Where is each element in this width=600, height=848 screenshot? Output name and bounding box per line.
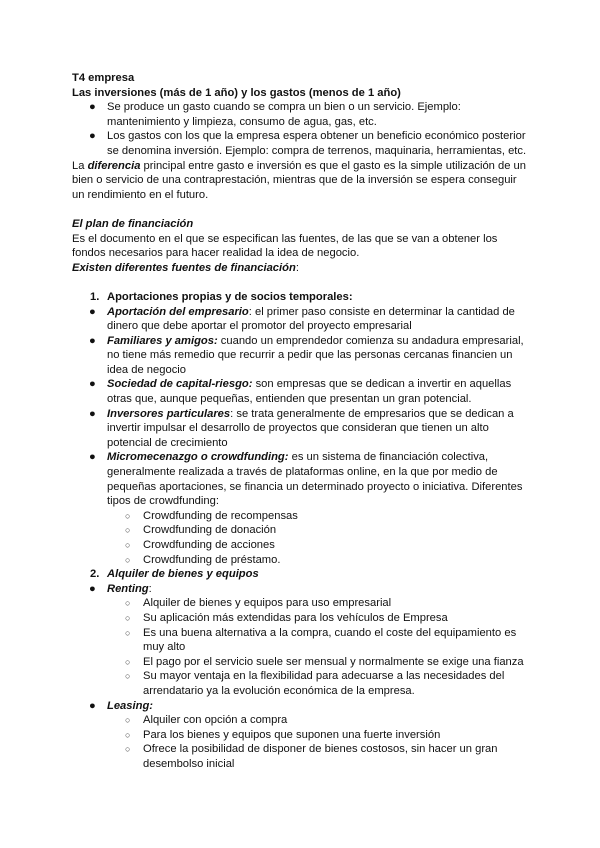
text: La: [72, 159, 88, 172]
term: Inversores particulares: [107, 407, 231, 420]
text: Es una buena alternativa a la compra, cuando el coste del equipamiento es muy alto: [143, 626, 517, 654]
bullet-icon: ●: [89, 378, 96, 391]
sub-list-item: [72, 728, 532, 743]
text: : el primer paso consiste en determinar la cantidad de dinero que debe aportar el promotor del proyecto empresarial: [107, 305, 515, 333]
section-heading-plan: El plan de financiación: [72, 217, 194, 230]
sub-list-item: [72, 523, 532, 538]
text: :: [295, 261, 299, 274]
circle-bullet-icon: ○: [125, 525, 131, 536]
list-item: [72, 305, 532, 334]
term: Familiares y amigos:: [107, 334, 218, 347]
text: Su mayor ventaja en la flexibilidad para adecuarse a las necesidades del arrendatario ya la evolución económica de la empresa.: [143, 670, 505, 697]
list-item: [72, 377, 532, 406]
circle-bullet-icon: ○: [125, 627, 131, 638]
text: Alquiler de bienes y equipos para uso empresarial: [143, 597, 392, 610]
circle-bullet-icon: ○: [125, 656, 131, 667]
plan-paragraph: Es el documento en el que se especifican las fuentes, de las que se van a obtener los fondos necesarios para hacer realidad la idea de negocio.: [72, 232, 498, 260]
sub-list-item: [72, 626, 532, 655]
term: Micromecenazgo o crowdfunding:: [107, 451, 289, 464]
text: Alquiler con opción a compra: [143, 714, 288, 727]
term: Leasing:: [107, 699, 154, 712]
heading-text: Aportaciones propias y de socios temporales:: [107, 290, 353, 303]
circle-bullet-icon: ○: [125, 554, 131, 565]
circle-bullet-icon: ○: [125, 540, 131, 550]
list-item-text: Se produce un gasto cuando se compra un bien o un servicio. Ejemplo: mantenimiento y limpieza, consumo de agua, gas, etc.: [107, 101, 461, 128]
text: El pago por el servicio suele ser mensual y normalmente se exige una fianza: [143, 655, 524, 668]
term: Sociedad de capital-riesgo:: [107, 378, 253, 391]
bullet-icon: ●: [89, 101, 96, 114]
text: Crowdfunding de recompensas: [143, 509, 298, 522]
text: son empresas que se dedican a invertir en aquellas otras que, aunque pequeñas, entienden que presentan un gran potencial.: [107, 378, 512, 406]
list-item: [72, 334, 532, 378]
text: Para los bienes y equipos que suponen una fuerte inversión: [143, 728, 441, 741]
bullet-icon: ●: [89, 407, 96, 420]
list-item: [72, 100, 532, 129]
section-heading-inversiones: Las inversiones (más de 1 año) y los gastos (menos de 1 año): [72, 86, 401, 99]
text: Crowdfunding de acciones: [143, 539, 275, 551]
term: diferencia: [87, 159, 141, 172]
numbered-heading-1: [72, 290, 532, 305]
term: Renting: [107, 582, 149, 595]
list-number: 1.: [90, 290, 100, 303]
document-page: [72, 71, 532, 772]
list-item: [72, 450, 532, 508]
text: Crowdfunding de préstamo.: [143, 553, 281, 566]
sub-list-item: [72, 655, 532, 670]
heading-text: Alquiler de bienes y equipos: [107, 568, 259, 581]
document-title: T4 empresa: [72, 72, 135, 84]
numbered-heading-2: [72, 567, 532, 582]
term: Aportación del empresario: [107, 305, 249, 318]
bullet-icon: ●: [89, 130, 96, 143]
list-item-text: Los gastos con los que la empresa espera obtener un beneficio económico posterior se denomina inversión. Ejemplo: compra de terrenos, maquinaria, herramientas, etc.: [107, 130, 527, 157]
list-item: [72, 407, 532, 451]
list-item-renting: [72, 582, 532, 597]
text: cuando un emprendedor comienza su andadura empresarial, no tiene más remedio que recurrir a pedir que las personas cercanas financien un idea de negocio: [107, 334, 524, 376]
difference-paragraph: [72, 159, 532, 203]
bullet-icon: ●: [89, 305, 96, 318]
list-item-leasing: [72, 699, 532, 714]
circle-bullet-icon: ○: [125, 744, 131, 755]
bullet-icon: ●: [89, 582, 96, 595]
list-number: 2.: [90, 568, 100, 581]
sub-list-item: [72, 669, 532, 698]
text: Su aplicación más extendidas para los vehículos de Empresa: [143, 611, 448, 624]
text: Crowdfunding de donación: [143, 524, 277, 537]
sub-list-item: [72, 611, 532, 626]
circle-bullet-icon: ○: [125, 729, 131, 740]
circle-bullet-icon: ○: [125, 715, 131, 726]
text: es un sistema de financiación colectiva, generalmente realizada a través de plataformas online, en la que por medio de pequeñas aportaciones, se financia un determinado proyecto o iniciativa. Diferentes tipos de crowdfunding:: [107, 451, 523, 508]
circle-bullet-icon: ○: [125, 510, 131, 521]
list-item: [72, 129, 532, 158]
text: principal entre gasto e inversión es que el gasto es la simple utilización de un bien o servicio de una contraprestación, mientras que de la inversión se espera conseguir un rendimiento en el futuro.: [72, 159, 526, 201]
term: Existen diferentes fuentes de financiación: [72, 261, 296, 274]
circle-bullet-icon: ○: [125, 598, 131, 609]
sub-list-item: [72, 553, 532, 568]
sub-list-item: [72, 596, 532, 611]
sub-list-item: [72, 509, 532, 524]
sub-list-item: [72, 538, 532, 553]
text: :: [148, 582, 152, 595]
text: Ofrece la posibilidad de disponer de bienes costosos, sin hacer un gran desembolso inicial: [143, 743, 498, 770]
sub-list-item: [72, 713, 532, 728]
bullet-icon: ●: [89, 451, 96, 464]
sources-line: [72, 261, 532, 276]
bullet-icon: ●: [89, 699, 96, 712]
circle-bullet-icon: ○: [125, 612, 131, 623]
text: : se trata generalmente de empresarios que se dedican a invertir impulsar el desarrollo de proyectos que consideran que tienen un alto potencial de crecimiento: [107, 407, 514, 449]
circle-bullet-icon: ○: [125, 671, 131, 682]
sub-list-item: [72, 742, 532, 771]
bullet-icon: ●: [89, 334, 96, 347]
